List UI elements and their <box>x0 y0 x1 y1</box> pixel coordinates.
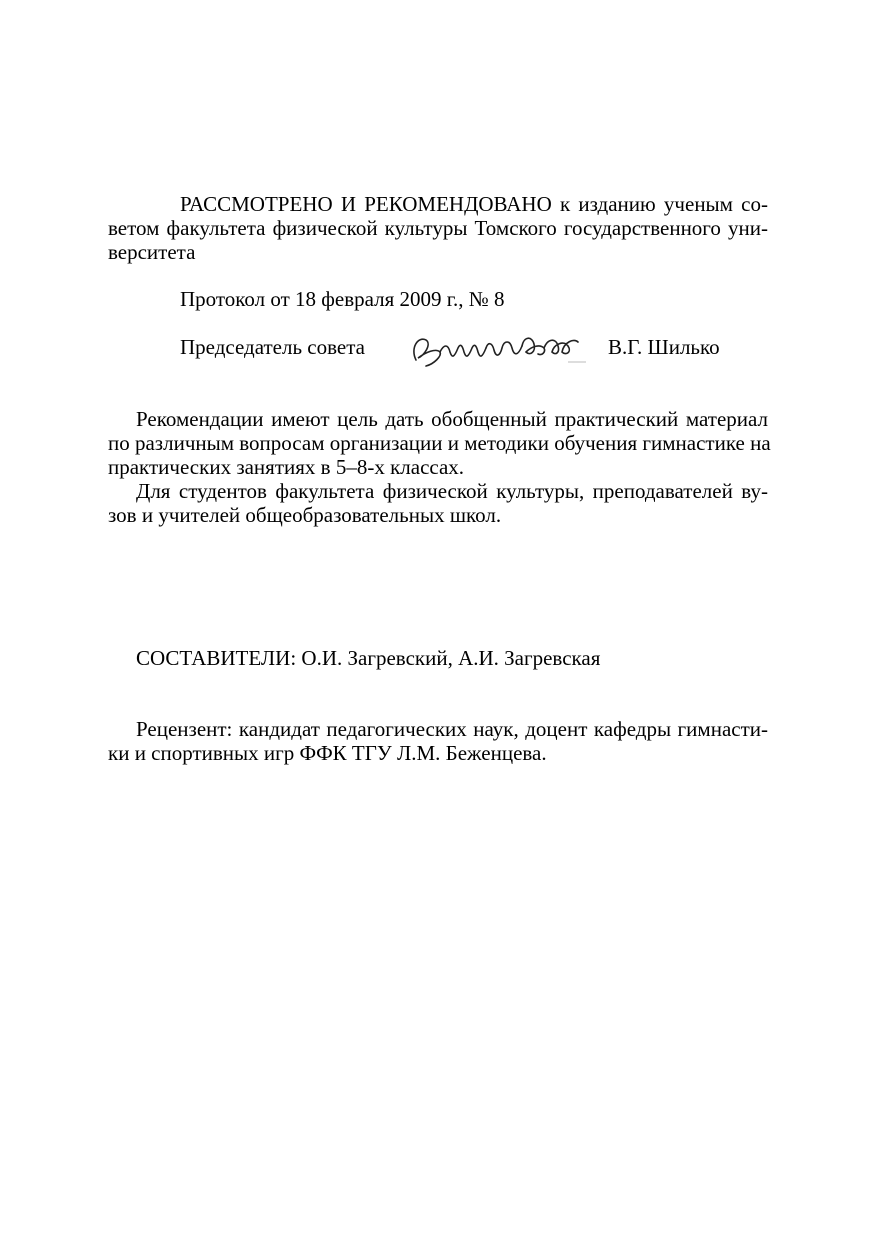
chairman-name: В.Г. Шилько <box>608 335 720 359</box>
annotation-line-4: Для студентов факультета физической культуры, преподавателей ву- <box>136 479 768 503</box>
protocol-line: Протокол от 18 февраля 2009 г., № 8 <box>180 287 505 311</box>
approval-line-1: РАССМОТРЕНО И РЕКОМЕНДОВАНО к изданию ученым со- <box>180 192 768 216</box>
compilers-line: СОСТАВИТЕЛИ: О.И. Загревский, А.И. Загревская <box>136 646 601 670</box>
annotation-line-1: Рекомендации имеют цель дать обобщенный практический материал <box>136 407 768 431</box>
chairman-label: Председатель совета <box>180 335 365 359</box>
approval-line-3: верситета <box>108 240 196 264</box>
annotation-line-2: по различным вопросам организации и методики обучения гимнастике на <box>108 431 771 455</box>
chairman-signature <box>406 326 588 370</box>
reviewer-line-1: Рецензент: кандидат педагогических наук, доцент кафедры гимнасти- <box>136 717 768 741</box>
reviewer-line-2: ки и спортивных игр ФФК ТГУ Л.М. Беженцева. <box>108 741 547 765</box>
approval-line-2: ветом факультета физической культуры Томского государственного уни- <box>108 216 768 240</box>
annotation-line-3: практических занятиях в 5–8-х классах. <box>108 455 465 479</box>
annotation-line-5: зов и учителей общеобразовательных школ. <box>108 503 502 527</box>
